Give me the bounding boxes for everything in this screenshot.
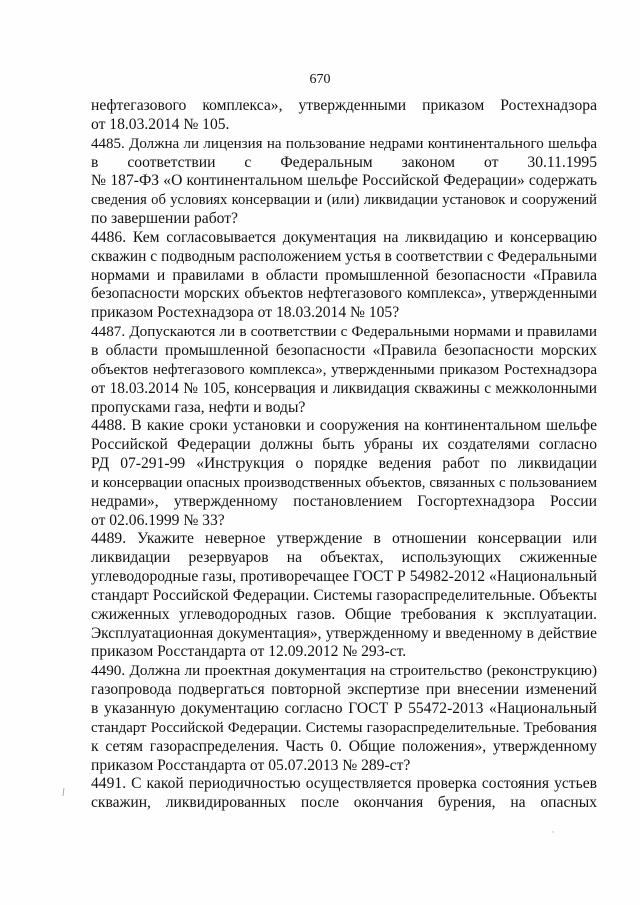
text-line: нормами и правилами в области промышленной безопасности «Правила: [91, 266, 597, 284]
text-line: к сетям газораспределения. Часть 0. Общие положения», утвержденному: [91, 737, 597, 755]
text-line: ликвидации резервуаров на объектах, использующих сжиженные: [91, 549, 597, 567]
text-line: по завершении работ?: [91, 210, 238, 228]
text-line: 4490. Должна ли проектная документация на строительство (реконструкцию): [91, 662, 597, 680]
text-line: безопасности морских объектов нефтегазового комплекса», утвержденными: [91, 285, 597, 303]
text-line: и консервации опасных производственных объектов, связанных с пользованием: [91, 474, 597, 491]
page-number: 670: [309, 72, 331, 87]
text-line: газопровода подвергаться повторной экспертизе при внесении изменений: [91, 681, 597, 699]
text-line: сжиженных углеводородных газов. Общие требования к эксплуатации.: [91, 605, 597, 623]
text-line: 4485. Должна ли лицензия на пользование недрами континентального шельфа: [91, 135, 597, 152]
text-line: приказом Росстандарта от 05.07.2013 № 289-ст?: [91, 756, 411, 774]
text-line: 4488. В какие сроки установки и сооружения на континентальном шельфе: [91, 417, 597, 435]
text-line: стандарт Российской Федерации. Системы газораспределительные. Объекты: [91, 586, 597, 604]
text-line: № 187-ФЗ «О континентальном шельфе Российской Федерации» содержать: [91, 172, 597, 190]
text-line: нефтегазового комплекса», утвержденными приказом Ростехнадзора: [91, 97, 597, 114]
text-line: сведения об условиях консервации и (или) ликвидации установок и сооружений: [91, 192, 597, 209]
text-line: Эксплуатационная документация», утвержденному и введенному в действие: [91, 624, 597, 642]
text-line: приказом Ростехнадзора от 18.03.2014 № 105?: [91, 304, 400, 322]
text-line: от 18.03.2014 № 105, консервация и ликвидация скважины с межколонными: [91, 379, 597, 397]
text-line: недрами», утвержденному постановлением Госгортехнадзора России: [91, 492, 597, 510]
text-line: от 02.06.1999 № 33?: [91, 511, 225, 529]
text-line: 4487. Допускаются ли в соответствии с Федеральными нормами и правилами: [91, 323, 597, 341]
text-line: от 18.03.2014 № 105.: [91, 115, 230, 133]
text-line: РД 07-291-99 «Инструкция о порядке ведения работ по ликвидации: [91, 455, 597, 473]
text-line: в области промышленной безопасности «Правила безопасности морских: [91, 341, 597, 359]
text-line: скважин с подводным расположением устья в соответствии с Федеральными: [91, 247, 597, 265]
text-line: углеводородные газы, противоречащее ГОСТ Р 54982-2012 «Национальный: [91, 568, 597, 586]
text-line: 4489. Укажите неверное утверждение в отношении консервации или: [91, 530, 597, 548]
text-line: в соответствии с Федеральным законом от 30.11.1995: [91, 153, 597, 171]
text-line: стандарт Российской Федерации. Системы газораспределительные. Требования: [91, 719, 597, 736]
text-line: объектов нефтегазового комплекса», утвержденными приказом Ростехнадзора: [91, 361, 597, 378]
text-line: 4491. С какой периодичностью осуществляется проверка состояния устьев: [91, 775, 597, 793]
text-line: приказом Росстандарта от 12.09.2012 № 293-ст.: [91, 643, 407, 661]
text-line: Российской Федерации должны быть убраны их создателями согласно: [91, 436, 597, 454]
text-line: в указанную документацию согласно ГОСТ Р 55472-2013 «Национальный: [91, 700, 597, 717]
text-line: скважин, ликвидированных после окончания бурения, на опасных: [91, 794, 597, 812]
text-line: 4486. Кем согласовывается документация на ликвидацию и консервацию: [91, 228, 597, 246]
text-line: пропусками газа, нефти и воды?: [91, 398, 306, 416]
document-body: [91, 97, 597, 813]
